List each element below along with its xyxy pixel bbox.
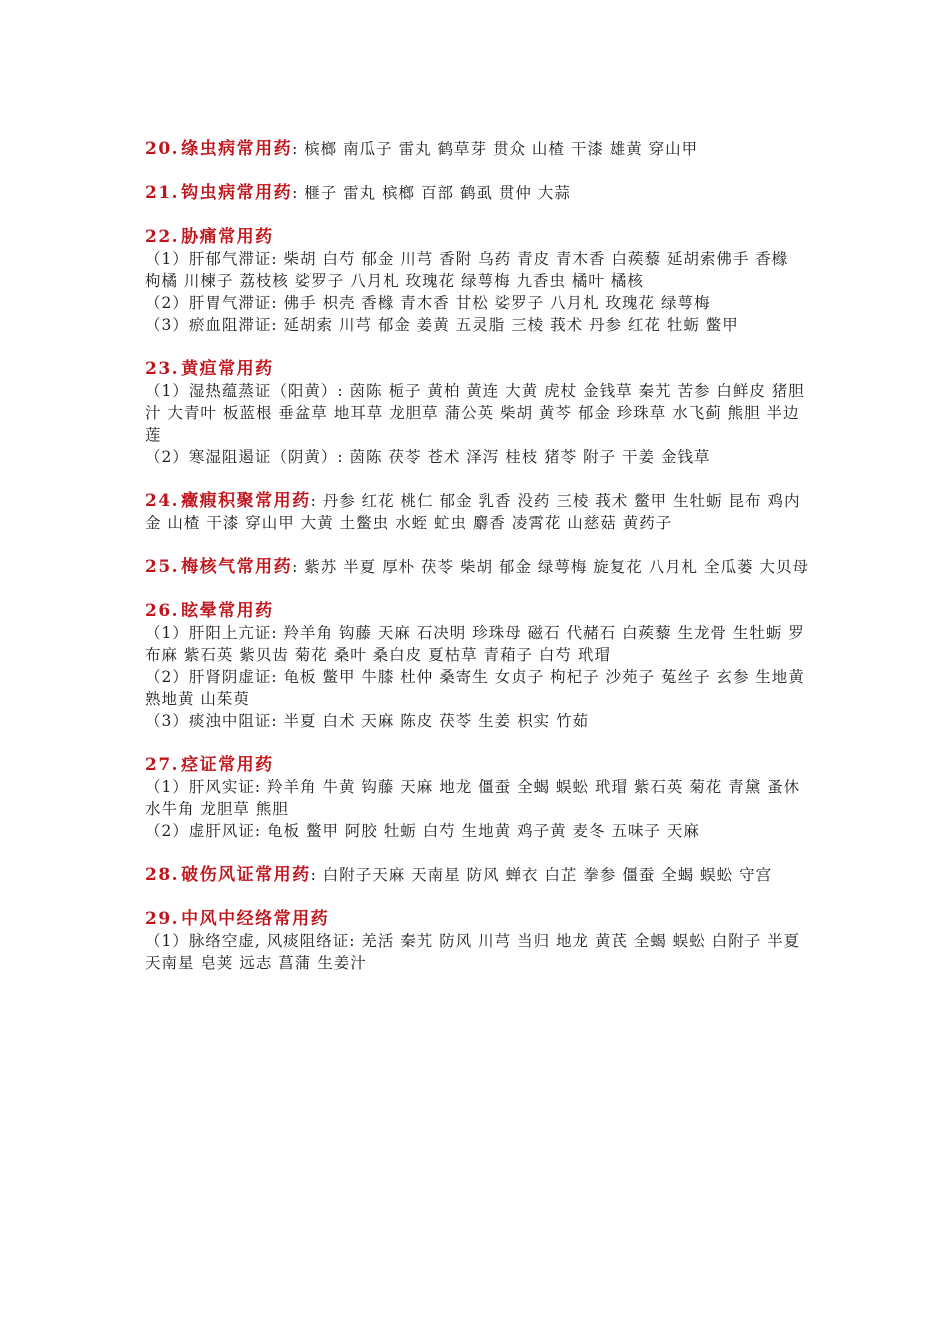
- separator: :: [292, 184, 299, 202]
- section-heading: [145, 865, 311, 885]
- item-index: （1）: [145, 778, 189, 796]
- syndrome-item: [145, 710, 810, 732]
- section-heading: [145, 358, 810, 380]
- section-number: 24.: [145, 491, 180, 511]
- section-number: 25.: [145, 557, 180, 577]
- section-number: 22.: [145, 227, 180, 247]
- section-number: 26.: [145, 601, 180, 621]
- section-line: [145, 182, 810, 204]
- item-index: （1）: [145, 624, 189, 642]
- item-text: 肝胃气滞证: 佛手 枳壳 香橼 青木香 甘松 娑罗子 八月札 玫瑰花 绿萼梅: [188, 294, 711, 312]
- item-text: 痰浊中阻证: 半夏 白术 天麻 陈皮 茯苓 生姜 枳实 竹茹: [188, 712, 590, 730]
- section-number: 29.: [145, 909, 180, 929]
- item-text: 瘀血阻滞证: 延胡索 川芎 郁金 姜黄 五灵脂 三棱 莪术 丹参 红花 牡蛎 鳖甲: [188, 316, 739, 334]
- item-index: （3）: [145, 712, 189, 730]
- item-index: （2）: [145, 448, 189, 466]
- item-index: （2）: [145, 294, 189, 312]
- section-title: 黄疸常用药: [181, 359, 274, 379]
- syndrome-item: [145, 314, 810, 336]
- syndrome-item: [145, 622, 810, 666]
- section-26: [145, 600, 810, 732]
- section-heading: [145, 754, 810, 776]
- separator: :: [310, 866, 317, 884]
- section-title: 绦虫病常用药: [181, 139, 293, 159]
- section-number: 20.: [145, 139, 180, 159]
- drug-list: 槟榔 南瓜子 雷丸 鹤草芽 贯众 山楂 干漆 雄黄 穿山甲: [304, 140, 699, 158]
- section-number: 27.: [145, 755, 180, 775]
- section-heading: [145, 600, 810, 622]
- item-index: （1）: [145, 250, 189, 268]
- section-title: 梅核气常用药: [181, 557, 293, 577]
- section-27: [145, 754, 810, 842]
- section-title: 钩虫病常用药: [181, 183, 293, 203]
- item-text: 脉络空虚, 风痰阻络证: 羌活 秦艽 防风 川芎 当归 地龙 黄芪 全蝎 蜈蚣 白附子 半夏 天南星 皂荚 远志 菖蒲 生姜汁: [145, 932, 801, 972]
- section-heading: [145, 183, 292, 203]
- item-index: （2）: [145, 668, 189, 686]
- section-heading: [145, 557, 292, 577]
- section-title: 中风中经络常用药: [181, 909, 330, 929]
- section-23: [145, 358, 810, 468]
- separator: :: [292, 140, 299, 158]
- section-title: 眩晕常用药: [181, 601, 274, 621]
- section-number: 28.: [145, 865, 180, 885]
- syndrome-item: [145, 776, 810, 820]
- section-line: [145, 864, 810, 886]
- drug-list: 白附子天麻 天南星 防风 蝉衣 白芷 拳参 僵蚕 全蝎 蜈蚣 守宫: [322, 866, 773, 884]
- section-title: 胁痛常用药: [181, 227, 274, 247]
- section-number: 23.: [145, 359, 180, 379]
- section-20: [145, 138, 810, 160]
- drug-list: 丹参 红花 桃仁 郁金 乳香 没药 三棱 莪术 鳖甲 生牡蛎 昆布 鸡内金 山楂 干漆 穿山甲 大黄 土鳖虫 水蛭 虻虫 麝香 凌霄花 山慈菇 黄药子: [145, 492, 801, 532]
- section-21: [145, 182, 810, 204]
- drug-list: 榧子 雷丸 槟榔 百部 鹤虱 贯仲 大蒜: [304, 184, 571, 202]
- section-title: 破伤风证常用药: [181, 865, 311, 885]
- section-24: [145, 490, 810, 534]
- syndrome-item: [145, 820, 810, 842]
- section-heading: [145, 491, 311, 511]
- section-line: [145, 556, 810, 578]
- section-28: [145, 864, 810, 886]
- syndrome-item: [145, 292, 810, 314]
- item-text: 肝肾阴虚证: 龟板 鳖甲 牛膝 杜仲 桑寄生 女贞子 枸杞子 沙苑子 菟丝子 玄参 生地黄 熟地黄 山茱萸: [145, 668, 805, 708]
- item-index: （3）: [145, 316, 189, 334]
- syndrome-item: [145, 248, 810, 292]
- section-line: [145, 138, 810, 160]
- item-text: 肝阳上亢证: 羚羊角 钩藤 天麻 石决明 珍珠母 磁石 代赭石 白蒺藜 生龙骨 生牡蛎 罗布麻 紫石英 紫贝齿 菊花 桑叶 桑白皮 夏枯草 青葙子 白芍 玳瑁: [145, 624, 805, 664]
- section-number: 21.: [145, 183, 180, 203]
- syndrome-item: [145, 666, 810, 710]
- syndrome-item: [145, 446, 810, 468]
- section-25: [145, 556, 810, 578]
- item-text: 肝郁气滞证: 柴胡 白芍 郁金 川芎 香附 乌药 青皮 青木香 白蒺藜 延胡索佛手 香橼 枸橘 川楝子 荔枝核 娑罗子 八月札 玫瑰花 绿萼梅 九香虫 橘叶 橘核: [145, 250, 789, 290]
- separator: :: [310, 492, 317, 510]
- separator: :: [292, 558, 299, 576]
- item-index: （1）: [145, 382, 189, 400]
- syndrome-item: [145, 930, 810, 974]
- section-29: [145, 908, 810, 974]
- section-line: [145, 490, 810, 534]
- section-heading: [145, 908, 810, 930]
- section-22: [145, 226, 810, 336]
- syndrome-item: [145, 380, 810, 446]
- item-index: （2）: [145, 822, 189, 840]
- item-text: 湿热蕴蒸证（阳黄）: 茵陈 栀子 黄柏 黄连 大黄 虎杖 金钱草 秦艽 苦参 白鲜皮 猪胆汁 大青叶 板蓝根 垂盆草 地耳草 龙胆草 蒲公英 柴胡 黄芩 郁金 珍珠草 水飞蓟 熊胆 半边莲: [145, 382, 805, 444]
- section-heading: [145, 139, 292, 159]
- document-page: [145, 138, 810, 996]
- item-index: （1）: [145, 932, 189, 950]
- item-text: 肝风实证: 羚羊角 牛黄 钩藤 天麻 地龙 僵蚕 全蝎 蜈蚣 玳瑁 紫石英 菊花 青黛 蚤休 水牛角 龙胆草 熊胆: [145, 778, 801, 818]
- section-heading: [145, 226, 810, 248]
- section-title: 癥瘕积聚常用药: [181, 491, 311, 511]
- item-text: 寒湿阻遏证（阴黄）: 茵陈 茯苓 苍术 泽泻 桂枝 猪苓 附子 干姜 金钱草: [188, 448, 711, 466]
- item-text: 虚肝风证: 龟板 鳖甲 阿胶 牡蛎 白芍 生地黄 鸡子黄 麦冬 五味子 天麻: [188, 822, 700, 840]
- drug-list: 紫苏 半夏 厚朴 茯苓 柴胡 郁金 绿萼梅 旋复花 八月札 全瓜蒌 大贝母: [304, 558, 810, 576]
- section-title: 痉证常用药: [181, 755, 274, 775]
